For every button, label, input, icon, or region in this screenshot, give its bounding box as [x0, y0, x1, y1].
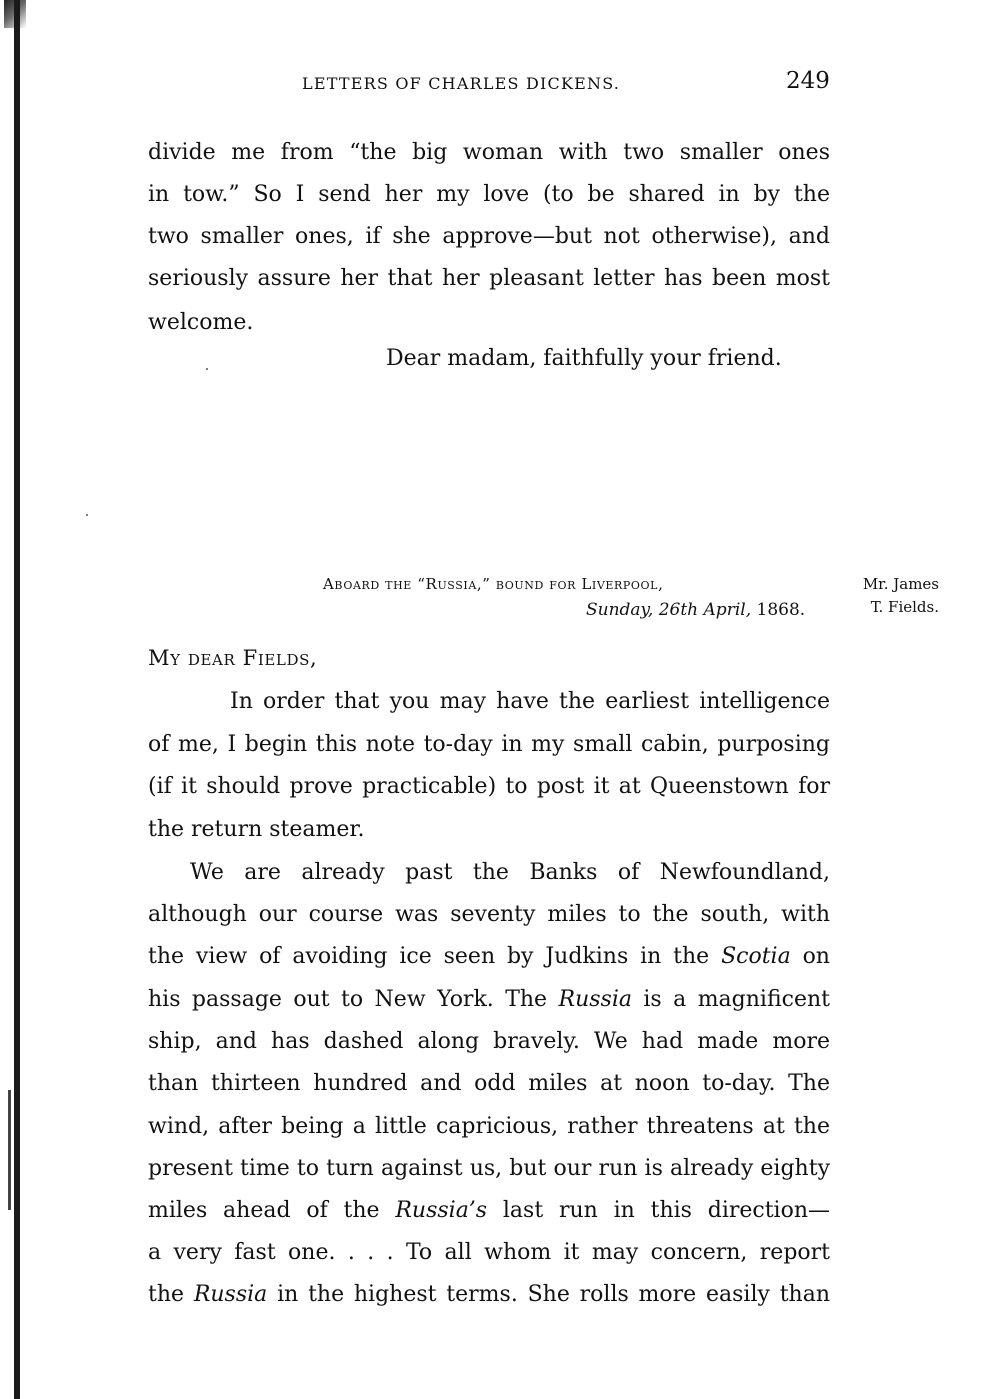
running-header: [0, 68, 1000, 98]
text-line: than thirteen hundred and odd miles at noon to-day. The: [148, 1071, 830, 1096]
dateline-place: [323, 575, 663, 593]
text-line: although our course was seventy miles to the south, with: [148, 902, 830, 927]
text-line: the Russia in the highest terms. She rolls more easily than: [148, 1282, 830, 1307]
paper-speck: [86, 514, 88, 516]
text-line: miles ahead of the Russia’s last run in this direction—: [148, 1198, 830, 1223]
text-line: present time to turn against us, but our run is already eighty: [148, 1156, 830, 1181]
page-number: 249: [786, 68, 830, 94]
letter-closing: Dear madam, faithfully your friend.: [386, 346, 782, 371]
text-line: We are already past the Banks of Newfoundland,: [190, 860, 830, 885]
text-line: two smaller ones, if she approve—but not otherwise), and: [148, 224, 830, 249]
running-title: LETTERS OF CHARLES DICKENS.: [302, 74, 621, 93]
text-line: welcome.: [148, 310, 254, 335]
margin-note-line: T. Fields.: [870, 598, 939, 616]
text-line: in tow.” So I send her my love (to be shared in by the: [148, 182, 830, 207]
binding-edge: [14, 0, 20, 1399]
text-line: of me, I begin this note to-day in my small cabin, purposing: [148, 732, 830, 757]
text-line: his passage out to New York. The Russia is a magnificent: [148, 987, 830, 1012]
binding-wear-mark: [8, 1090, 11, 1210]
dateline-day: Sunday, 26th April,: [586, 600, 752, 620]
text-line: In order that you may have the earliest intelligence: [230, 689, 830, 714]
dateline-place-text: Aboard the “Russia,” bound for Liverpool,: [323, 575, 664, 593]
dateline-date: [586, 600, 805, 620]
text-line: a very fast one. . . . To all whom it may concern, report: [148, 1240, 830, 1265]
text-line: the view of avoiding ice seen by Judkins in the Scotia on: [148, 944, 830, 969]
text-line: ship, and has dashed along bravely. We had made more: [148, 1029, 830, 1054]
text-line: wind, after being a little capricious, rather threatens at the: [148, 1114, 830, 1139]
margin-note-line: Mr. James: [862, 575, 939, 593]
dateline-year: 1868.: [756, 600, 806, 620]
text-line: (if it should prove practicable) to post it at Queenstown for: [148, 774, 830, 799]
paper-speck: [206, 368, 208, 370]
text-line: the return steamer.: [148, 817, 365, 842]
text-line: divide me from “the big woman with two smaller ones: [148, 140, 830, 165]
margin-note-recipient: [843, 573, 939, 619]
salutation: My dear Fields,: [148, 646, 318, 670]
text-line: seriously assure her that her pleasant letter has been most: [148, 266, 830, 291]
